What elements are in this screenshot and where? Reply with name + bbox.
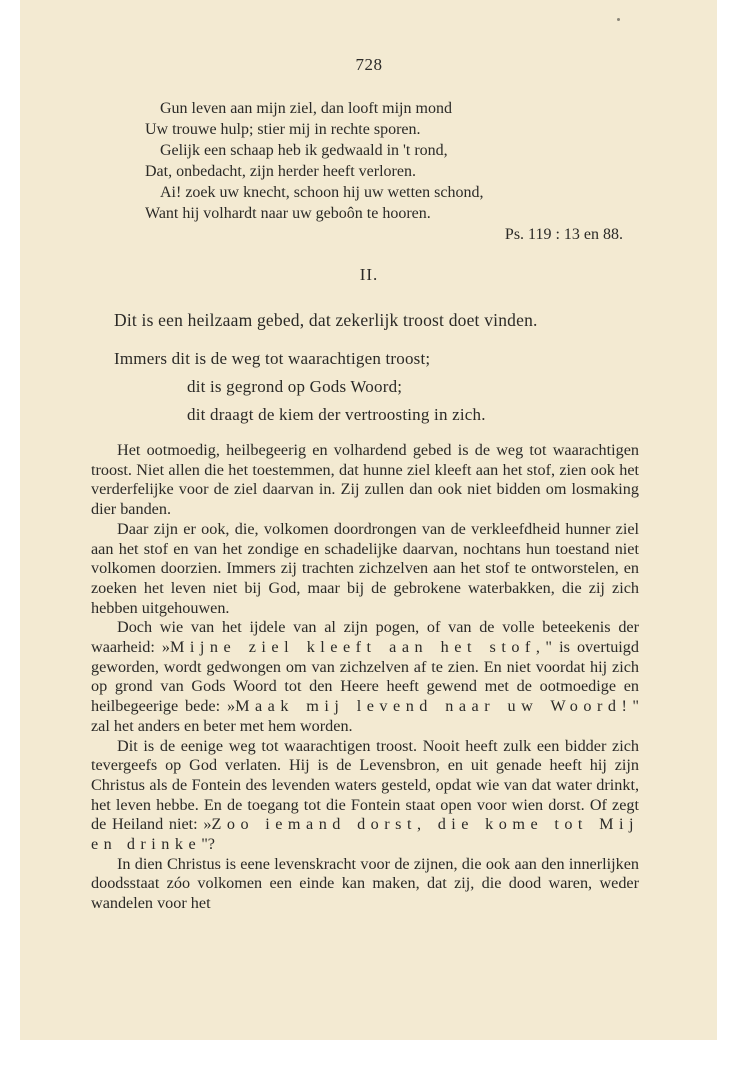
paragraph-2: Daar zijn er ook, die, volkomen doordrongen van de verkleefdheid hunner ziel aan het stof en van het zondige en schadelijke daarvan, nochtans hun toestand niet volkomen doorzien. Immers zij trachten zichzelven aan het stof te ontworstelen, en zoeken het leven niet bij God, maar bij de gebrokene waterbakken, die zij zich hebben uitgehouwen.	[91, 519, 639, 617]
paragraph-4-text: "?	[201, 835, 215, 854]
scripture-quote: Mijne ziel kleeft aan het stof,	[170, 638, 546, 657]
poem-line-4: Dat, onbedacht, zijn herder heeft verloren.	[145, 163, 416, 180]
paragraph-4-text: Dit is de eenige weg tot waarachtigen troost. Nooit heeft zulk een bidder zich tevergeefs op God verlaten. Hij is de Levensbron, en uit genade heeft hij zijn Christus als de Fontein des levenden waters gesteld, opdat wie van dat water drinkt, het leven hebbe. En de toegang tot die Fontein staat open voor wien dorst. Of zegt de Heiland niet: »	[91, 736, 639, 834]
page-number: 728	[355, 55, 383, 74]
paragraph-3	[91, 618, 639, 736]
body-text	[91, 441, 639, 914]
outline-point-3: dit draagt de kiem der vertroosting in zich.	[187, 405, 486, 424]
poem-line-5: Ai! zoek uw knecht, schoon hij uw wetten schond,	[160, 184, 484, 201]
outline-point-1: Immers dit is de weg tot waarachtigen troost;	[114, 349, 431, 368]
section-heading: II.	[359, 265, 379, 284]
paper-speck	[617, 18, 620, 21]
scripture-reference: Ps. 119 : 13 en 88.	[504, 226, 623, 243]
scripture-quote: Maak mij levend naar uw Woord!	[235, 697, 633, 716]
page-margin	[0, 1040, 738, 1068]
poem-line-6: Want hij volhardt naar uw geboôn te hooren.	[145, 205, 431, 222]
paragraph-1: Het ootmoedig, heilbegeerig en volhardend gebed is de weg tot waarachtigen troost. Niet allen die het toestemmen, dat hunne ziel kleeft aan het stof, zien ook het verderfelijke voor de ziel daarvan in. Zij zullen dan ook niet bidden om losmaking dier banden.	[91, 441, 639, 519]
outline-point-2: dit is gegrond op Gods Woord;	[187, 377, 403, 396]
poem-line-1: Gun leven aan mijn ziel, dan looft mijn mond	[160, 100, 452, 117]
scripture-quote: Zoo iemand dorst, die kome tot Mij en drinke	[91, 815, 639, 854]
paragraph-3-text: " is overtuigd geworden, wordt gedwongen om van zichzelven af te zien. En niet voordat hij zich op grond van Gods Woord tot den Heere heeft gewend met de ootmoedige en heilbegeerige bede: »	[91, 638, 639, 716]
poem-line-2: Uw trouwe hulp; stier mij in rechte sporen.	[145, 121, 421, 138]
paragraph-3-text: Doch wie van het ijdele van al zijn pogen, of van de volle beteekenis der waarheid: »	[91, 618, 639, 657]
paragraph-3-text: " zal het anders en beter met hem worden.	[91, 697, 639, 735]
poem-line-3: Gelijk een schaap heb ik gedwaald in 't rond,	[160, 142, 448, 159]
paragraph-4	[91, 737, 639, 855]
thesis-statement: Dit is een heilzaam gebed, dat zekerlijk troost doet vinden.	[114, 310, 538, 330]
paragraph-5: In dien Christus is eene levenskracht voor de zijnen, die ook aan den innerlijken doodsstaat zóo volkomen een einde kan maken, dat zij, die dood waren, weder wandelen voor het	[91, 854, 639, 913]
